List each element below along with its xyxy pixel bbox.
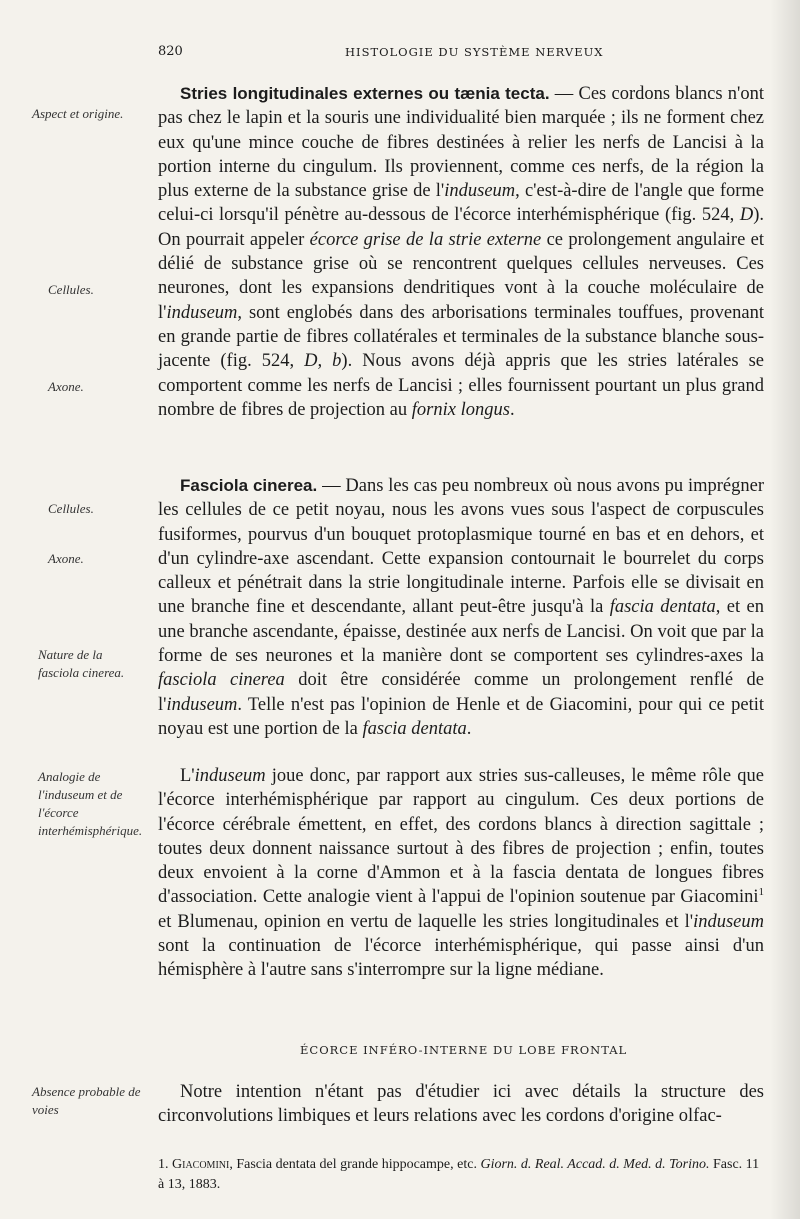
margin-note-axone: Axone. [48, 379, 84, 394]
page-header [0, 40, 800, 66]
margin-note-absence: Absence probable de voies [32, 1084, 141, 1117]
margin-note-cellules: Cellules. [48, 282, 94, 297]
footnote-journal: Giorn. d. Real. Accad. d. Med. d. Torino. [480, 1157, 710, 1172]
footnote-marker[interactable]: 1 [758, 886, 764, 899]
paragraph-stries: Stries longitudinales externes ou tænia tecta. — Ces cordons blancs n'ont pas chez le lapin et la souris une individualité bien marquée ; ils ne forment chez eux qu'une mince couche de fibres destinées à relier les nerfs de Lancisi à la portion interne du cingulum. Ils proviennent, comme ces nerfs, de la région la plus externe de la substance grise de l'induseum, c'est-à-dire de l'angle que forme celui-ci lorsqu'il pénètre au-dessous de l'écorce interhémisphérique (fig. 524, D). On pourrait appeler écorce grise de la strie externe ce prolongement angulaire et délié de substance grise où se rencontrent quelques cellules nerveuses. Ces neurones, dont les expansions dendritiques vont à la couche moléculaire de l'induseum, sont englobés dans des arborisations terminales touffues, provenant en grande partie de fibres collatérales et terminales de la substance blanche sous-jacente (fig. 524, D, b). Nous avons déjà appris que les stries latérales se comportent comme les nerfs de Lancisi ; elles fournissent pourtant un plus grand nombre de fibres de projection au fornix longus. [158, 84, 764, 420]
page-edge-shadow [770, 0, 800, 1219]
paragraph-induseum: L'induseum joue donc, par rapport aux stries sus-calleuses, le même rôle que l'écorce interhémisphérique par rapport au cingulum. Ces deux portions de l'écorce cérébrale émettent, en effet, des cordons blancs à direction sagittale ; toutes deux donnent naissance surtout à des fibres de projection ; enfin, toutes deux envoient à la corne d'Ammon et à la fascia dentata de longues fibres d'association. Cette analogie vient à l'appui de l'opinion soutenue par Giacomini$^1$ et Blumenau, opinion en vertu de laquelle les stries longitudinales et l'induseum sont la continuation de l'écorce interhémisphérique, qui passe ainsi d'un hémisphère à l'autre sans s'interrompre sur la ligne médiane. [158, 766, 764, 981]
paragraph-fasciola: Fasciola cinerea. — Dans les cas peu nombreux où nous avons pu imprégner les cellules de ce petit noyau, nous les avons vues sous l'aspect de corpuscules fusiformes, pourvus d'un bouquet protoplasmique tourné en bas et en dehors, et d'un cylindre-axe ascendant. Cette expansion contournait le bourrelet du corps calleux et pénétrait dans la strie longitudinale interne. Parfois elle se divisait en une branche fine et descendante, allant peut-être jusqu'à la fascia dentata, et en une branche ascendante, épaisse, destinée aux nerfs de Lancisi. On voit que par la forme de ses neurones et la manière dont se comportent ses cylindres-axes la fasciola cinerea doit être considérée comme un prolongement renflé de l'induseum. Telle n'est pas l'opinion de Henle et de Giacomini, pour qui ce petit noyau est une portion de la fascia dentata. [158, 476, 765, 739]
page-number: 820 [158, 44, 183, 59]
running-title: HISTOLOGIE DU SYSTÈME NERVEUX [345, 45, 604, 59]
paragraph-section: Notre intention n'étant pas d'étudier ici avec détails la structure des circonvolutions limbiques et leurs relations avec les cordons d'origine olfac- [158, 1082, 764, 1127]
margin-note-axone: Axone. [48, 551, 84, 566]
footnote: 1. Giacomini, Fascia dentata del grande hippocampe, etc. Giorn. d. Real. Accad. d. Med. d. Torino. Fasc. 11 à 13, 1883. [158, 1157, 760, 1192]
margin-note-analogie: Analogie de l'induseum et de l'écorce interhémisphérique. [38, 769, 143, 838]
section-title: ÉCORCE INFÉRO-INTERNE DU LOBE FRONTAL [300, 1043, 628, 1057]
footnote-author: Giacomini [172, 1157, 230, 1172]
margin-note-nature: Nature de la fasciola cinerea. [38, 647, 125, 680]
heading-fasciola: Fasciola cinerea. [180, 476, 318, 495]
heading-stries: Stries longitudinales externes ou tænia tecta. [180, 84, 550, 103]
margin-note-aspect-origine: Aspect et origine. [32, 106, 124, 121]
margin-note-cellules: Cellules. [48, 501, 94, 516]
